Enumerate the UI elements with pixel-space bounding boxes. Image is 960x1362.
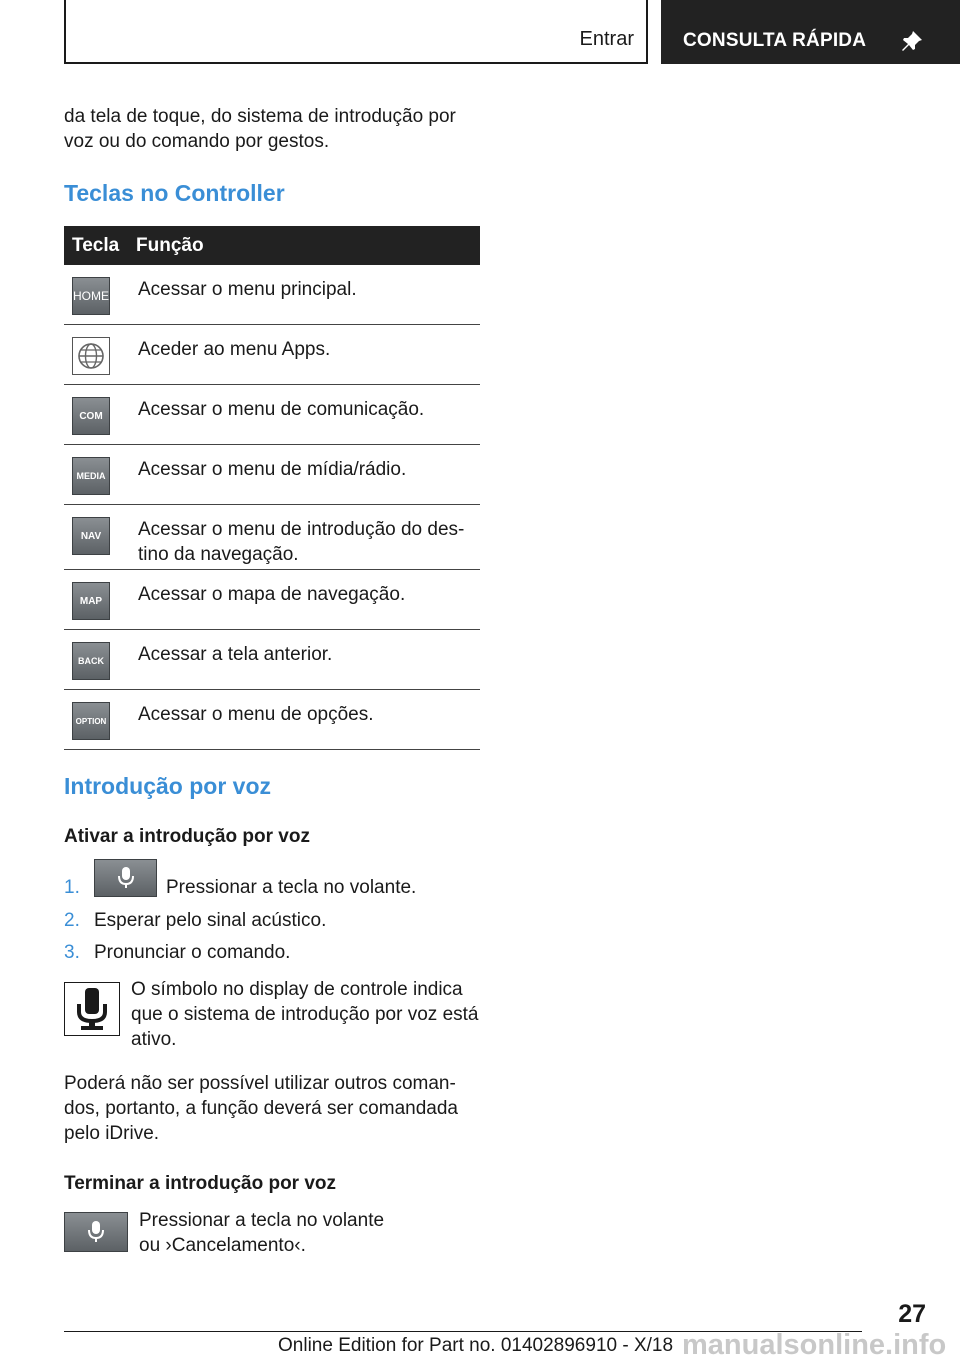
column-header-function: Função <box>130 226 480 265</box>
controller-heading: Teclas no Controller <box>64 180 285 206</box>
table-row <box>64 630 480 690</box>
note-paragraph <box>64 1071 484 1146</box>
symbol-line: que o sistema de introdução por voz está <box>131 1004 479 1025</box>
header-box <box>64 0 648 64</box>
step-text: Pressionar a tecla no volante. <box>166 877 417 898</box>
end-voice-heading: Terminar a introdução por voz <box>64 1173 337 1194</box>
nav-key-icon: NAV <box>72 517 110 555</box>
end-line: Pressionar a tecla no volante <box>139 1210 385 1231</box>
row-text: tino da navegação. <box>138 544 299 565</box>
microphone-icon <box>74 986 110 1032</box>
chapter-tab[interactable] <box>661 0 960 64</box>
table-row <box>64 690 480 750</box>
back-key-icon: BACK <box>72 642 110 680</box>
table-row <box>64 265 480 325</box>
note-line: dos, portanto, a função deverá ser comandada <box>64 1098 458 1119</box>
microphone-button-icon <box>94 859 157 897</box>
row-text: Acessar a tela anterior. <box>138 644 333 665</box>
column-header-key: Tecla <box>64 226 130 265</box>
pin-icon <box>899 28 925 54</box>
symbol-line: O símbolo no display de controle indica <box>131 979 463 1000</box>
page-number: 27 <box>898 1300 926 1328</box>
row-text: Acessar o menu de mídia/rádio. <box>138 459 407 480</box>
voice-heading: Introdução por voz <box>64 773 271 799</box>
row-text: Acessar o menu principal. <box>138 279 357 300</box>
step-number: 2. <box>64 910 80 931</box>
step-number: 1. <box>64 877 80 898</box>
controller-keys-table <box>64 226 480 750</box>
edition-text: Online Edition for Part no. 01402896910 - X/18 <box>278 1335 674 1356</box>
end-line: ou ›Cancelamento‹. <box>139 1235 306 1256</box>
row-text: Acessar o menu de introdução do des- <box>138 519 465 540</box>
table-header-row <box>64 226 480 265</box>
symbol-line: ativo. <box>131 1029 177 1050</box>
note-line: Poderá não ser possível utilizar outros coman- <box>64 1073 456 1094</box>
watermark-logo: manualsonline.info <box>682 1329 947 1361</box>
intro-line: voz ou do comando por gestos. <box>64 131 330 152</box>
media-key-icon: MEDIA <box>72 457 110 495</box>
row-text: Aceder ao menu Apps. <box>138 339 331 360</box>
microphone-button-icon <box>64 1212 128 1252</box>
voice-active-symbol <box>64 982 120 1036</box>
section-title: Entrar <box>579 28 634 50</box>
table-row <box>64 445 480 505</box>
home-key-icon: HOME <box>72 277 110 315</box>
note-line: pelo iDrive. <box>64 1123 160 1144</box>
table-row <box>64 505 480 570</box>
step-number: 3. <box>64 942 80 963</box>
com-key-icon: COM <box>72 397 110 435</box>
row-text: Acessar o menu de opções. <box>138 704 374 725</box>
table-row <box>64 570 480 630</box>
globe-apps-icon <box>72 337 110 375</box>
step-text: Esperar pelo sinal acústico. <box>94 910 327 931</box>
row-text: Acessar o mapa de navegação. <box>138 584 406 605</box>
symbol-description <box>131 977 491 1052</box>
step-text: Pronunciar o comando. <box>94 942 291 963</box>
end-description <box>139 1208 479 1258</box>
option-key-icon: OPTION <box>72 702 110 740</box>
activate-voice-heading: Ativar a introdução por voz <box>64 826 310 847</box>
map-key-icon: MAP <box>72 582 110 620</box>
row-text: Acessar o menu de comunicação. <box>138 399 425 420</box>
intro-paragraph <box>64 104 484 154</box>
intro-line: da tela de toque, do sistema de introdução por <box>64 106 456 127</box>
chapter-tab-label: CONSULTA RÁPIDA <box>683 30 867 51</box>
table-row <box>64 325 480 385</box>
table-row <box>64 385 480 445</box>
